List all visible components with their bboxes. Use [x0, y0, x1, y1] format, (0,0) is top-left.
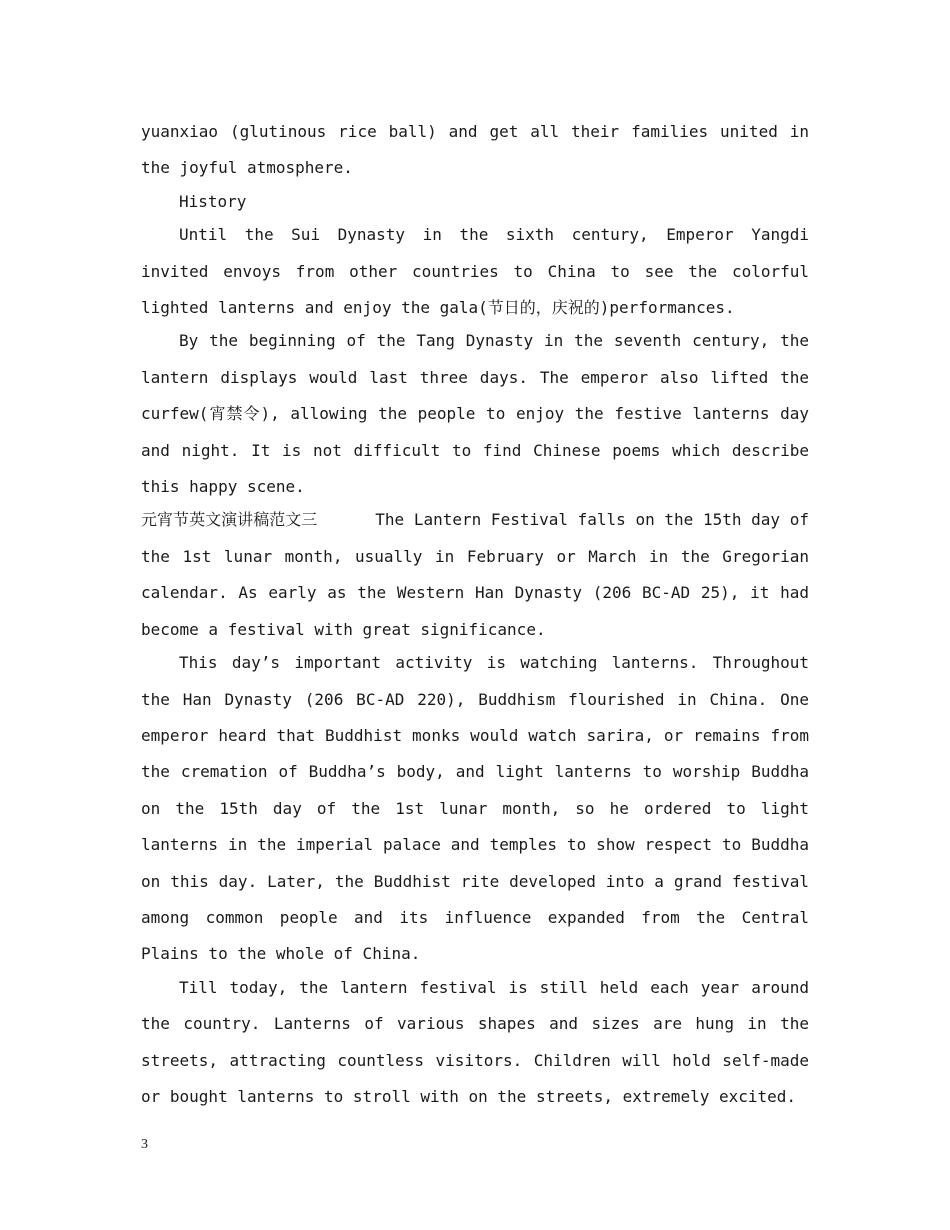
paragraph-sample-three — [141, 502, 809, 648]
paragraph-till-today: Till today, the lantern festival is still held each year around the country. Lanterns of various shapes and sizes are hung in the streets, attracting countless visitors. Children will hold self-made or bought lanterns to stroll with on the streets, extremely excited. — [141, 977, 809, 1106]
page-number: 3 — [141, 1137, 148, 1152]
paragraph-sui-dynasty: Until the Sui Dynasty in the sixth century, Emperor Yangdi invited envoys from other countries to China to see the colorful lighted lanterns and enjoy the gala(节日的，庆祝的)performances. — [141, 225, 809, 318]
paragraph-continuation: yuanxiao (glutinous rice ball) and get all their families united in the joyful atmosphere. — [141, 122, 809, 178]
paragraph-tang-dynasty: By the beginning of the Tang Dynasty in the seventh century, the lantern displays would last three days. The emperor also lifted the curfew(宵禁令), allowing the people to enjoy the festive lanterns day and night. It is not difficult to find Chinese poems which describe this happy scene. — [141, 331, 809, 497]
paragraph-watching-lanterns: This day’s important activity is watching lanterns. Throughout the Han Dynasty (206 BC-AD 220), Buddhism flourished in China. One emperor heard that Buddhist monks would watch sarira, or remains from the cremation of Buddha’s body, and light lanterns to worship Buddha on the 15th day of the 1st lunar month, so he ordered to light lanterns in the imperial palace and temples to show respect to Buddha on this day. Later, the Buddhist rite developed into a grand festival among common people and its influence expanded from the Central Plains to the whole of China. — [141, 653, 809, 964]
sample-title: 元宵节英文演讲稿范文三 — [141, 510, 318, 530]
document-body — [141, 114, 809, 1115]
section-heading-history: History — [179, 191, 247, 211]
sample-three-text: The Lantern Festival falls on the 15th day of the 1st lunar month, usually in February or March in the Gregorian calendar. As early as the Western Han Dynasty (206 BC-AD 25), it had become a festival with great significance. — [141, 510, 809, 639]
